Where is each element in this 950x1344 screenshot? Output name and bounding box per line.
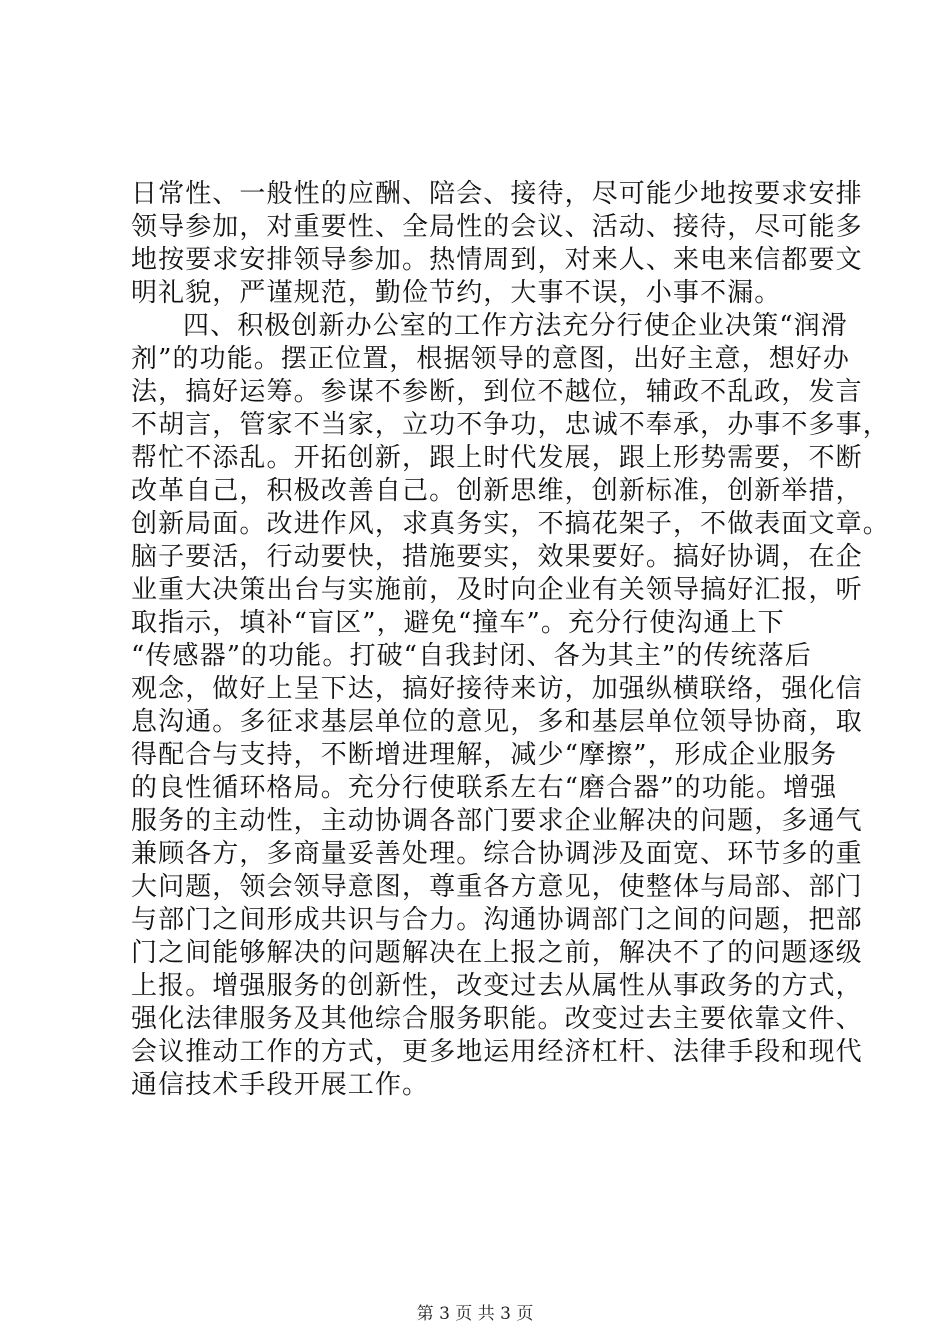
text-line: 服务的主动性，主动协调各部门要求企业解决的问题，多通气 — [131, 806, 863, 836]
text-line: 地按要求安排领导参加。热情周到，对来人、来电来信都要文 — [131, 245, 863, 275]
text-line: 上报。增强服务的创新性，改变过去从属性从事政务的方式， — [131, 971, 863, 1001]
text-line: 领导参加，对重要性、全局性的会议、活动、接待，尽可能多 — [131, 212, 863, 242]
text-line: 不胡言，管家不当家，立功不争功，忠诚不奉承，办事不多事， — [131, 410, 890, 440]
text-line: 脑子要活，行动要快，措施要实，效果要好。搞好协调，在企 — [131, 542, 863, 572]
text-line: 明礼貌，严谨规范，勤俭节约，大事不误，小事不漏。 — [131, 278, 782, 308]
paragraph-start-line: 四、积极创新办公室的工作方法充分行使企业决策“润滑 — [183, 311, 848, 341]
text-line: 观念，做好上呈下达，搞好接待来访，加强纵横联络，强化信 — [131, 674, 863, 704]
text-line: 法，搞好运筹。参谋不参断，到位不越位，辅政不乱政，发言 — [131, 377, 863, 407]
text-line: 息沟通。多征求基层单位的意见，多和基层单位领导协商，取 — [131, 707, 863, 737]
text-line: 大问题，领会领导意图，尊重各方意见，使整体与局部、部门 — [131, 872, 863, 902]
text-line: 日常性、一般性的应酬、陪会、接待，尽可能少地按要求安排 — [131, 179, 863, 209]
text-line: 与部门之间形成共识与合力。沟通协调部门之间的问题，把部 — [131, 905, 863, 935]
text-line: 帮忙不添乱。开拓创新，跟上时代发展，跟上形势需要，不断 — [131, 443, 863, 473]
text-line: 会议推动工作的方式，更多地运用经济杠杆、法律手段和现代 — [131, 1037, 863, 1067]
text-line: 创新局面。改进作风，求真务实，不搞花架子，不做表面文章。 — [131, 509, 890, 539]
text-line: 通信技术手段开展工作。 — [131, 1070, 430, 1100]
text-line: “传感器”的功能。打破“自我封闭、各为其主”的传统落后 — [131, 641, 812, 671]
text-line: 得配合与支持，不断增进理解，减少“摩擦”，形成企业服务 — [131, 740, 838, 770]
text-line: 改革自己，积极改善自己。创新思维，创新标准，创新举措， — [131, 476, 863, 506]
text-line: 的良性循环格局。充分行使联系左右“磨合器”的功能。增强 — [131, 773, 838, 803]
text-line: 强化法律服务及其他综合服务职能。改变过去主要依靠文件、 — [131, 1004, 863, 1034]
page-footer: 第 3 页 共 3 页 — [416, 1304, 534, 1324]
text-line: 兼顾各方，多商量妥善处理。综合协调涉及面宽、环节多的重 — [131, 839, 863, 869]
text-line: 取指示，填补“盲区”，避免“撞车”。充分行使沟通上下 — [131, 608, 785, 638]
text-line: 门之间能够解决的问题解决在上报之前，解决不了的问题逐级 — [131, 938, 863, 968]
text-line: 业重大决策出台与实施前，及时向企业有关领导搞好汇报，听 — [131, 575, 863, 605]
text-line: 剂”的功能。摆正位置，根据领导的意图，出好主意，想好办 — [131, 344, 850, 374]
